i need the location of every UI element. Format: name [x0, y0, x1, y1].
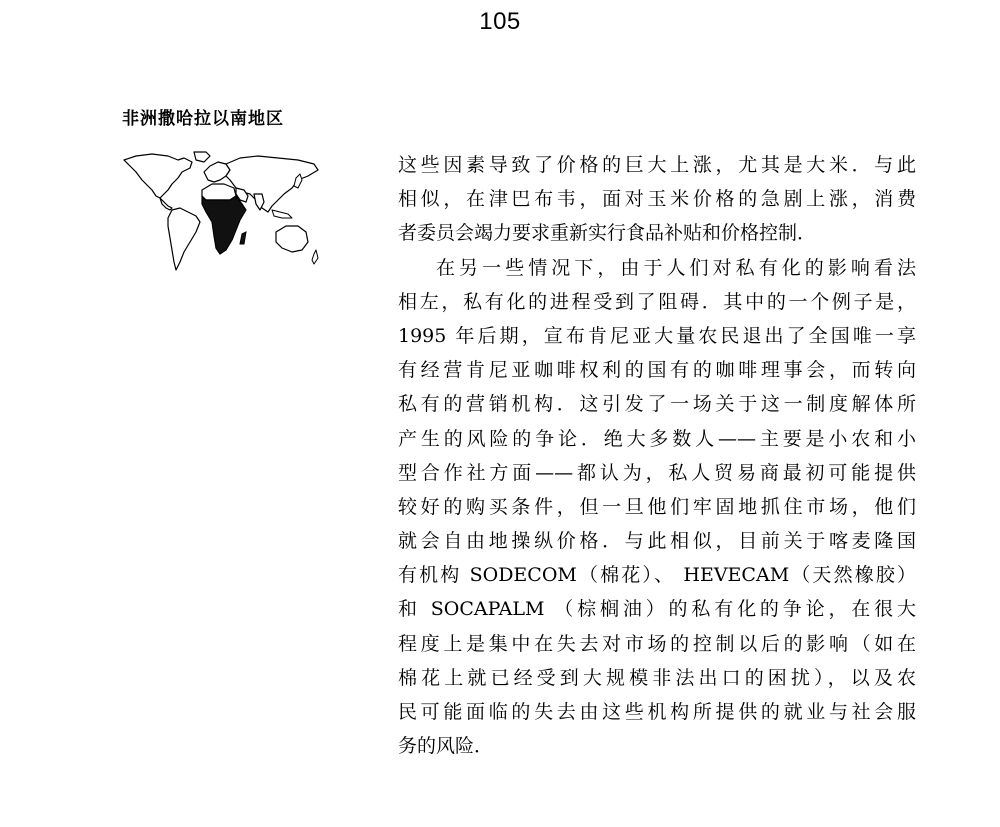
text-line: 有机构 SODECOM（棉花）、 HEVECAM（天然橡胶） — [398, 564, 916, 587]
text-line: 就会自由地操纵价格．与此相似，目前关于喀麦隆国 — [398, 530, 916, 553]
world-map-svg — [122, 150, 322, 282]
text-line: 者委员会竭力要求重新实行食品补贴和价格控制． — [398, 222, 817, 245]
text-line: 务的风险． — [398, 735, 494, 758]
map-sub-saharan-africa — [202, 196, 246, 254]
text-line: 有经营肯尼亚咖啡权利的国有的咖啡理事会，而转向 — [398, 359, 916, 382]
text-line: 1995 年后期，宣布肯尼亚大量农民退出了全国唯一享 — [398, 324, 916, 347]
map-north-america — [124, 154, 192, 198]
text-line: 私有的营销机构．这引发了一场关于这一制度解体所 — [398, 393, 916, 416]
text-line: 型合作社方面——都认为，私人贸易商最初可能提供 — [398, 461, 916, 484]
text-line: 程度上是集中在失去对市场的控制以后的影响（如在 — [398, 632, 916, 655]
text-line: 相似，在津巴布韦，面对玉米价格的急剧上涨，消费 — [398, 188, 916, 211]
map-central-america — [160, 198, 172, 210]
page-number: 105 — [479, 8, 521, 35]
map-australia — [276, 226, 308, 252]
section-heading: 非洲撒哈拉以南地区 — [122, 109, 284, 129]
text-line: 在另一些情况下，由于人们对私有化的影响看法 — [436, 256, 916, 279]
map-south-america — [168, 208, 200, 270]
text-line: 产生的风险的争论．绝大多数人——主要是小农和小 — [398, 427, 916, 450]
map-new-zealand — [312, 250, 318, 264]
map-north-africa — [202, 184, 236, 200]
body-text — [398, 148, 916, 763]
text-line: 棉花上就已经受到大规模非法出口的困扰），以及农 — [398, 666, 916, 689]
map-madagascar — [240, 232, 246, 244]
text-line: 较好的购买条件，但一旦他们牢固地抓住市场，他们 — [398, 495, 916, 518]
text-line: 和 SOCAPALM （棕榈油）的私有化的争论，在很大 — [398, 598, 916, 621]
world-map-figure — [122, 150, 322, 282]
text-line: 相左，私有化的进程受到了阻碍．其中的一个例子是， — [398, 290, 916, 313]
text-line: 民可能面临的失去由这些机构所提供的就业与社会服 — [398, 701, 916, 723]
map-greenland — [194, 152, 210, 162]
map-southeast-asia — [272, 210, 292, 218]
text-line: 这些因素导致了价格的巨大上涨，尤其是大米．与此 — [398, 154, 916, 176]
